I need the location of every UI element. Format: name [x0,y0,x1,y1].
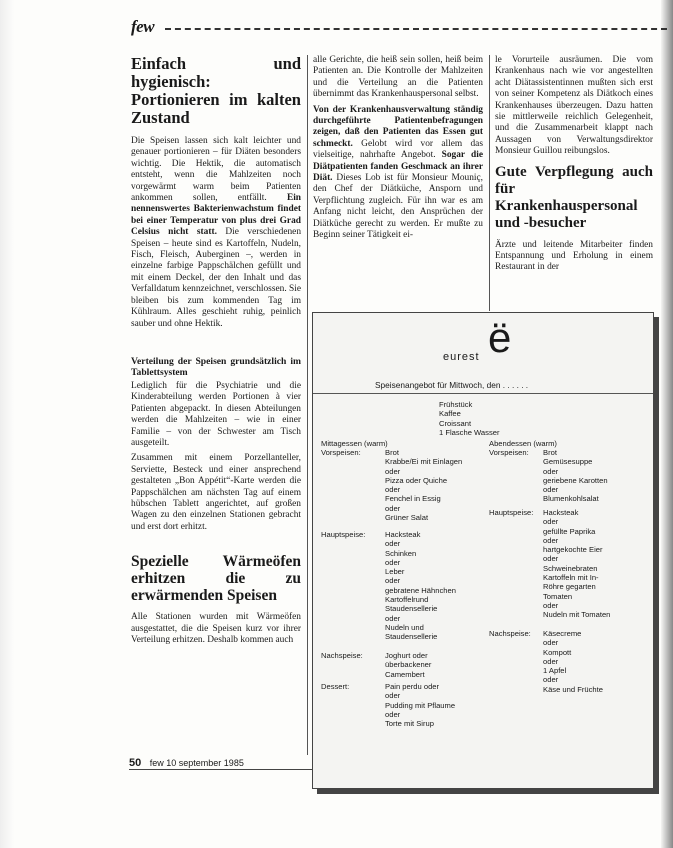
publication-info: few 10 september 1985 [149,758,244,768]
menu-item: Staudensellerie [385,604,438,614]
menu-item: geriebene Karotten [543,475,608,485]
menu-item: Grüner Salat [385,513,429,523]
menu-item: oder [385,709,401,719]
page-number: 50 [129,757,142,769]
menu-item: Schweinebraten [543,563,598,573]
menu-item: Pudding mit Pflaume [385,700,456,710]
menu-item: oder [543,656,559,666]
menu-item: überbackener [385,660,432,670]
menu-item: Krabbe/Ei mit Einlagen [385,457,463,467]
menu-item: Hacksteak [385,530,421,539]
lunch-dessert1 [385,651,431,679]
menu-item: Hacksteak [543,508,579,517]
menu-item: oder [385,576,401,586]
menu-item: Kompott [543,647,572,657]
lunch-starter-label: Vorspeisen: [321,448,361,457]
menu-item: oder [385,539,401,549]
menu-item: oder [543,638,559,648]
menu-item: oder [543,517,559,527]
menu-item: oder [385,557,401,567]
dinner-title: Abendessen (warm) [489,439,557,448]
menu-item: gebratene Hähnchen [385,585,456,595]
headline-2: Spezielle Wärmeöfen erhitzen die zu erwärmenden Speisen [131,553,301,605]
menu-item: Brot [385,448,399,457]
menu-item: Joghurt oder [385,651,428,660]
menu-item: Nudeln mit Tomaten [543,610,611,620]
menu-item: Käsecreme [543,629,582,638]
col2-paragraph-2 [313,105,483,242]
paragraph-2: Lediglich für die Psychiatrie und die Kinderabteilung werden Portionen à vier Patienten abgepackt. In diesen Abteilungen werden die Mahlzeiten – wie in einer Familie – von der Schwester am Tisch ausgeteilt. [131,380,301,448]
menu-subtitle-rule [313,393,653,394]
menu-item: oder [543,466,559,476]
menu-item: Croissant [439,418,472,428]
paragraph-1 [131,136,301,330]
subheadline: Verteilung der Speisen grundsätzlich im Tablettsystem [131,355,301,379]
menu-item: oder [543,600,559,610]
menu-subtitle: Speisenangebot für Mittwoch, den . . . . . . [375,380,529,390]
lunch-dessert2-label: Dessert: [321,682,350,691]
menu-item: gefüllte Paprika [543,526,596,536]
column-2 [313,55,483,311]
dinner-main-label: Hauptspeise: [489,508,534,517]
col3-paragraph-2: Ärzte und leitende Mitarbeiter finden Entspannung und Erholung in einem Restaurant in der [495,239,653,273]
menu-item: Camembert [385,669,425,679]
footer-rule [129,769,319,770]
lunch-dessert2 [385,682,455,728]
menu-item: Kaffee [439,409,461,419]
menu-item: Leber [385,567,405,577]
magazine-logo: few [131,17,155,36]
breakfast-list [439,400,500,437]
menu-item: Kartoffeln mit In- [543,573,599,583]
menu-item: oder [543,485,559,495]
column-1 [131,55,301,755]
menu-item: 1 Flasche Wasser [439,427,500,437]
menu-item: oder [385,466,401,476]
paragraph-1-intro: Die Speisen lassen sich kalt leichter und genauer portionieren – für Diäten besonders wichtig. Die Hektik, die automatisch entsteht, wenn die Mahlzeiten noch vorgewärmt warm beim Patienten ankommen sollen, entfällt. [131,136,301,204]
menu-item: Tomaten [543,591,573,601]
menu-item: oder [543,535,559,545]
menu-item: Blumenkohlsalat [543,494,599,504]
column-3 [495,55,653,311]
paragraph-3: Zusammen mit einem Porzellanteller, Serviette, Besteck und einer ansprechend gestalteten „Bon Appétit“-Karte werden die Pappschälchen am nächsten Tag auf einem hübschen Tablett angerichtet, auf großen Wagen zu den einzelnen Stationen gebracht und erst dort erhitzt. [131,453,301,532]
menu-item: oder [385,613,401,623]
menu-item: Brot [543,448,557,457]
dinner-desserts [543,629,603,694]
lunch-dessert1-label: Nachspeise: [321,651,363,660]
menu-item: Nudeln und [385,622,424,632]
menu-brand: eurest [443,351,480,363]
menu-item: oder [385,503,401,513]
col2-bold-1: Von der Krankenhausverwaltung ständig durchgeführte Patientenbefragungen zeigen, daß den Patienten das Essen gut schmeckt. [313,104,483,149]
page-footer [129,757,244,769]
menu-item: Kartoffelrund [385,595,429,605]
col2-paragraph-1: alle Gerichte, die heiß sein sollen, heiß beim Patienten an. Die Kontrolle der Mahlzeiten und die Verteilung an die Patienten übernimmt das Krankenhauspersonal selbst. [313,55,483,100]
menu-item: Frühstück [439,400,473,409]
paragraph-1-bold: Ein nennenswertes Bakterienwachstum findet bei einer Temperatur von plus drei Grad Celsius nicht statt. [131,193,301,238]
header-dashed-rule [165,28,667,30]
menu-item: oder [385,691,401,701]
menu-item: oder [385,485,401,495]
menu-item: Fenchel in Essig [385,494,441,504]
menu-item: Käse und Früchte [543,684,603,694]
paragraph-4: Alle Stationen wurden mit Wärmeöfen ausgestattet, die die Speisen kurz vor ihrer Verteilung erhitzen. Deshalb kommen auch [131,612,301,645]
dinner-starter-label: Vorspeisen: [489,448,529,457]
lunch-mains [385,530,456,642]
headline-3: Gute Verpflegung auch für Krankenhauspersonal und -besucher [495,163,653,231]
menu-item: oder [543,554,559,564]
lunch-title: Mittagessen (warm) [321,439,388,448]
col3-paragraph-1: le Vorurteile ausräumen. Die vom Krankenhaus nach wie vor angestellten acht Diätassistentinnen mußten sich erst von seiner Kompetenz als Diätkoch eines Krankenhauses überzeugen. Dazu hatten sie mittlerweile reichlich Gelegenheit, und die Zusammenarbeit klappt nach Aussagen von Verwaltungsdirektor Monsieur Guillou reibungslos. [495,55,653,157]
col2-bold-2: Sogar die Diätpatienten fanden Geschmack an ihrer Diät. [313,150,483,184]
menu-item: Torte mit Sirup [385,719,434,729]
col2-text-1: Gelobt wird vor allem das vielseitige, nahrhafte Angebot. [313,138,483,161]
page-binding-shadow [0,0,14,848]
menu-item: Pain perdu oder [385,682,440,691]
paragraph-1-rest: Die verschiedenen Speisen – heute sind es Kartoffeln, Nudeln, Fisch, Fleisch, Auberginen –, werden in einzelne farbige Pappschälchen gefüllt und mit einem Deckel, der den Inhalt und das Verfalldatum kennzeichnet, verschlossen. Sie bleiben bis zum kommenden Tag im Kühlraum. Alles geschieht ruhig, peinlich sauber und ohne Hektik. [131,227,301,329]
lunch-starters [385,448,462,522]
menu-item: Gemüsesuppe [543,457,593,467]
page-edge-shadow [661,0,673,848]
column-divider-1 [307,55,308,755]
menu-item: oder [543,675,559,685]
col2-text-2: Dieses Lob ist für Monsieur Mouniç, den Chef der Diätküche, Ansporn und Verpflichtung zugleich. Für ihn war es am Anfang nicht leicht, den Ansprüchen der Diätküche gerecht zu werden. Er mußte zu Beginn seiner Tätigkeit ei- [313,173,483,241]
menu-brand-logo: ë [488,314,512,361]
column-divider-2 [489,55,490,311]
dinner-mains [543,508,610,620]
menu-item: Pizza oder Quiche [385,475,448,485]
menu-item: 1 Apfel [543,666,567,676]
dinner-starters [543,448,608,504]
dinner-dessert-label: Nachspeise: [489,629,531,638]
menu-card [312,312,654,789]
headline-1: Einfach und hygienisch: Portionieren im kalten Zustand [131,55,301,127]
lunch-main-label: Hauptspeise: [321,530,366,539]
menu-item: Röhre gegarten [543,582,596,592]
menu-item: hartgekochte Eier [543,545,603,555]
menu-item: Schinken [385,548,417,558]
menu-item: Staudensellerie [385,632,438,642]
